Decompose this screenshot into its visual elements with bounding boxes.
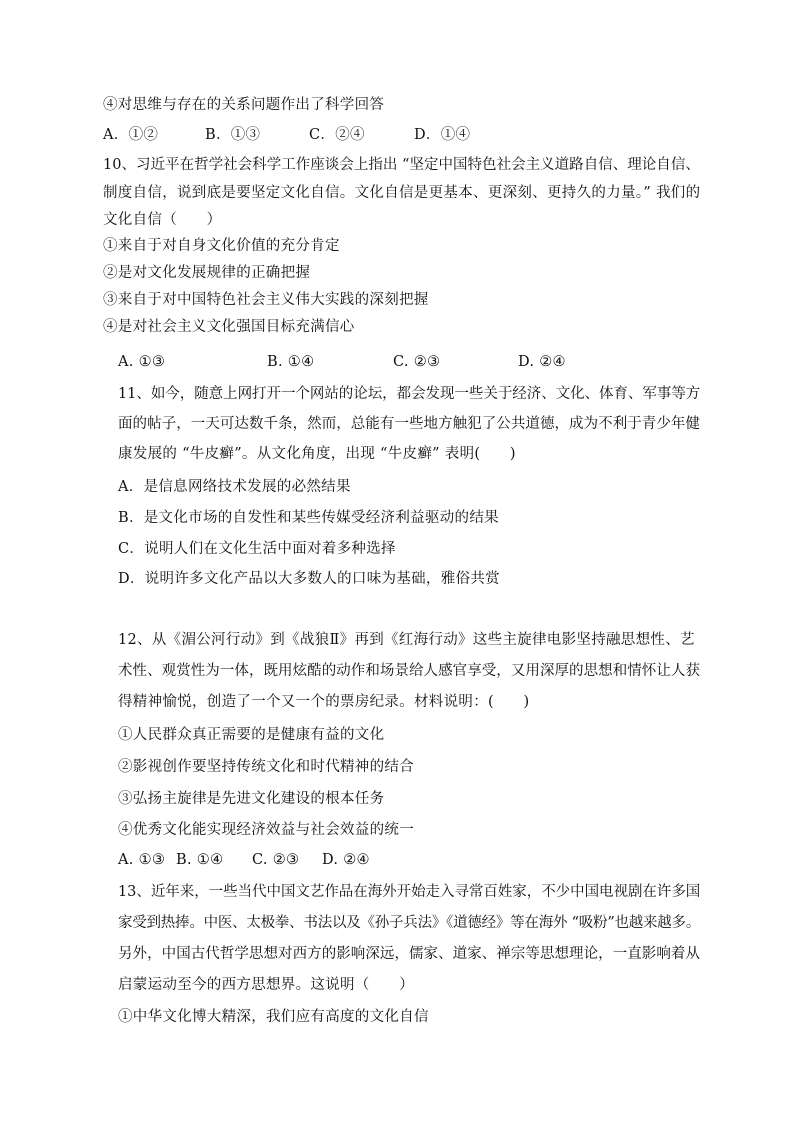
q12-item-1: ①人民群众真正需要的是健康有益的文化 (118, 727, 385, 743)
q10-item-2: ②是对文化发展规律的正确把握 (103, 265, 311, 281)
q10-stem-line-3: 文化自信（ ） (103, 212, 222, 228)
q10-item-1: ①来自于对自身文化价值的充分肯定 (103, 238, 340, 254)
q11-option-c: C．说明人们在文化生活中面对着多种选择 (118, 541, 396, 557)
q10-option-d: D. ②④ (518, 354, 566, 370)
q10-stem-line-2: 制度自信，说到底是要坚定文化自信。文化自信是更基本、更深刻、更持久的力量。” 我们的 (103, 185, 701, 201)
q10-option-c: C. ②③ (393, 354, 441, 370)
q11-stem-line-1: 11、如今，随意上网打开一个网站的论坛，都会发现一些关于经济、文化、体育、军事等方 (118, 386, 701, 402)
q11-option-d: D．说明许多文化产品以大多数人的口味为基础，雅俗共赏 (118, 571, 500, 587)
q13-stem-line-4: 启蒙运动至今的西方思想界。这说明（ ） (118, 977, 414, 993)
q12-option-c: C. ②③ (252, 852, 300, 868)
q11-stem-line-3: 康发展的 “牛皮癣”。从文化角度，出现 “牛皮癣” 表明( ) (118, 446, 516, 462)
q9-item-4: ④对思维与存在的关系问题作出了科学回答 (103, 97, 385, 113)
q13-stem-line-1: 13、近年来，一些当代中国文艺作品在海外开始走入寻常百姓家，不少中国电视剧在许多国 (118, 884, 701, 900)
q12-option-b: B. ①④ (176, 852, 224, 868)
q13-stem-line-2: 家受到热捧。中医、太极拳、书法以及《孙子兵法》《道德经》等在海外 “吸粉”也越来越多。 (118, 915, 701, 931)
q10-option-b: B. ①④ (267, 354, 315, 370)
q9-option-d: D．①④ (414, 127, 471, 143)
q12-item-2: ②影视创作要坚持传统文化和时代精神的结合 (118, 759, 414, 775)
q10-item-3: ③来自于对中国特色社会主义伟大实践的深刻把握 (103, 292, 429, 308)
q12-item-4: ④优秀文化能实现经济效益与社会效益的统一 (118, 822, 414, 838)
q10-item-4: ④是对社会主义文化强国目标充满信心 (103, 319, 355, 335)
q12-option-d: D. ②④ (322, 852, 370, 868)
q11-stem-line-2: 面的帖子，一天可达数千条，然而，总能有一些地方触犯了公共道德，成为不利于青少年健 (118, 416, 700, 432)
q13-stem-line-3: 另外，中国古代哲学思想对西方的影响深远，儒家、道家、禅宗等思想理论，一直影响着从 (118, 946, 700, 962)
q11-option-a: A．是信息网络技术发展的必然结果 (118, 479, 351, 495)
q10-stem-line-1: 10、习近平在哲学社会科学工作座谈会上指出 “坚定中国特色社会主义道路自信、理论自信、 (103, 157, 700, 173)
q10-option-a: A. ①③ (118, 354, 166, 370)
q9-option-b: B．①③ (205, 127, 261, 143)
q12-stem-line-1: 12、从《湄公河行动》到《战狼Ⅱ》再到《红海行动》这些主旋律电影坚持融思想性、艺 (118, 632, 695, 648)
q9-option-a: A．①② (103, 127, 159, 143)
q13-item-1: ①中华文化博大精深，我们应有高度的文化自信 (118, 1009, 429, 1025)
q12-option-a: A. ①③ (118, 852, 166, 868)
q12-stem-line-3: 得精神愉悦，创造了一个又一个的票房纪录。材料说明：( ) (118, 694, 530, 710)
q9-option-c: C．②④ (309, 127, 365, 143)
q12-stem-line-2: 术性、观赏性为一体，既用炫酷的动作和场景给人感官享受，又用深厚的思想和情怀让人获 (118, 663, 700, 679)
q12-item-3: ③弘扬主旋律是先进文化建设的根本任务 (118, 791, 385, 807)
q11-option-b: B．是文化市场的自发性和某些传媒受经济利益驱动的结果 (118, 510, 499, 526)
